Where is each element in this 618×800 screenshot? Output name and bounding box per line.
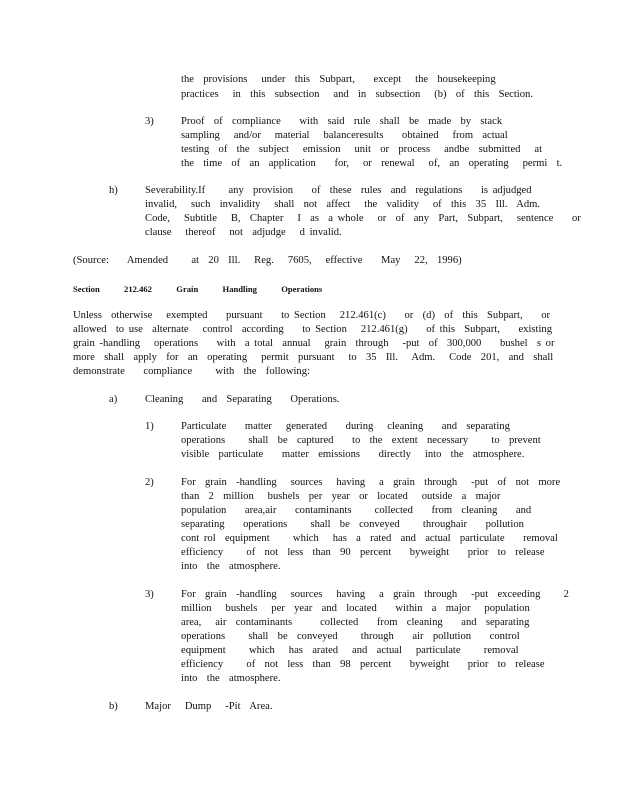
list-marker: 3) xyxy=(145,589,154,600)
text-line: grain -handling operations with a total annual grain through -put of 300,000 bushel s or xyxy=(73,338,555,349)
source-note: (Source: Amended at 20 Ill. Reg. 7605, effective May 22, 1996) xyxy=(73,255,462,266)
text-line: practices in this subsection and in subsection (b) of this Section. xyxy=(181,89,533,100)
text-line: sampling and/or material balanceresults obtained from actual xyxy=(181,130,508,141)
section-heading: Section 212.462 Grain Handling Operations xyxy=(73,284,323,294)
list-marker: b) xyxy=(109,701,118,712)
text-line: efficiency of not less than 98 percent byweight prior to release xyxy=(181,659,545,670)
text-line: the provisions under this Subpart, except the housekeeping xyxy=(181,74,496,85)
text-line: visible particulate matter emissions directly into the atmosphere. xyxy=(181,449,525,460)
list-marker: 1) xyxy=(145,421,154,432)
text-line: Unless otherwise exempted pursuant to Section 212.461(c) or (d) of this Subpart, or xyxy=(73,310,551,321)
text-line: equipment which has arated and actual particulate removal xyxy=(181,645,519,656)
text-line: Severability.If any provision of these rules and regulations is adjudged xyxy=(145,185,532,196)
text-line: Code, Subtitle B, Chapter I as a whole or of any Part, Subpart, sentence or xyxy=(145,213,581,224)
text-line: the time of an application for, or renewal of, an operating permi t. xyxy=(181,158,563,169)
text-line: into the atmosphere. xyxy=(181,561,281,572)
text-line: clause thereof not adjudge d invalid. xyxy=(145,227,342,238)
text-line: invalid, such invalidity shall not affect the validity of this 35 Ill. Adm. xyxy=(145,199,541,210)
list-marker: h) xyxy=(109,185,118,196)
text-line: For grain -handling sources having a grain through -put of not more xyxy=(181,477,561,488)
text-line: population area,air contaminants collected from cleaning and xyxy=(181,505,532,516)
text-line: area, air contaminants collected from cleaning and separating xyxy=(181,617,530,628)
text-line: operations shall be captured to the extent necessary to prevent xyxy=(181,435,541,446)
text-line: into the atmosphere. xyxy=(181,673,281,684)
text-line: Major Dump -Pit Area. xyxy=(145,701,273,712)
text-line: efficiency of not less than 90 percent byweight prior to release xyxy=(181,547,545,558)
text-line: million bushels per year and located within a major population xyxy=(181,603,530,614)
text-line: demonstrate compliance with the following: xyxy=(73,366,310,377)
text-line: Cleaning and Separating Operations. xyxy=(145,394,340,405)
list-marker: a) xyxy=(109,394,118,405)
text-line: cont rol equipment which has a rated and actual particulate removal xyxy=(181,533,558,544)
text-line: operations shall be conveyed through air pollution control xyxy=(181,631,520,642)
text-line: more shall apply for an operating permit pursuant to 35 Ill. Adm. Code 201, and shall xyxy=(73,352,554,363)
text-line: testing of the subject emission unit or process andbe submitted at xyxy=(181,144,543,155)
text-line: allowed to use alternate control according to Section 212.461(g) of this Subpart, existing xyxy=(73,324,553,335)
list-marker: 2) xyxy=(145,477,154,488)
text-line: Particulate matter generated during cleaning and separating xyxy=(181,421,510,432)
list-marker: 3) xyxy=(145,116,154,127)
text-line: For grain -handling sources having a grain through -put exceeding 2 xyxy=(181,589,569,600)
text-line: than 2 million bushels per year or located outside a major xyxy=(181,491,501,502)
text-line: Proof of compliance with said rule shall be made by stack xyxy=(181,116,503,127)
text-line: separating operations shall be conveyed throughair pollution xyxy=(181,519,524,530)
